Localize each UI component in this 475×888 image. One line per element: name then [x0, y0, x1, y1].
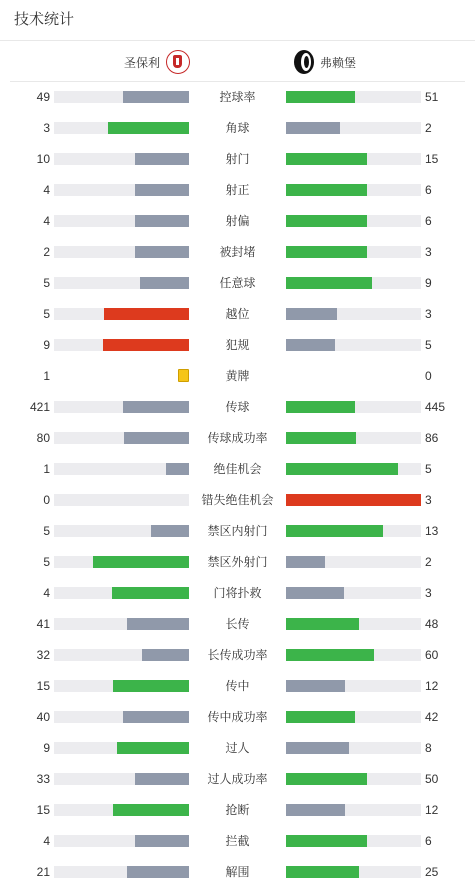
home-stat-bar — [54, 773, 189, 785]
stat-label: 射门 — [225, 152, 250, 166]
away-stat-bar-fill — [286, 122, 340, 134]
away-stat-value: 2 — [425, 121, 432, 135]
freiburg-crest-icon — [294, 50, 314, 74]
stat-label: 绝佳机会 — [213, 462, 262, 476]
away-stat-value: 51 — [425, 90, 439, 104]
away-stat-bar-fill — [286, 277, 372, 289]
away-stat-value: 5 — [425, 462, 432, 476]
stat-row — [0, 825, 475, 856]
home-stat-bar — [54, 525, 189, 537]
away-stat-value: 12 — [425, 803, 439, 817]
home-stat-value: 40 — [36, 710, 50, 724]
away-stat-bar — [286, 308, 421, 320]
stat-label: 黄牌 — [225, 369, 250, 383]
stat-row — [0, 546, 475, 577]
stat-row — [0, 701, 475, 732]
home-team-name: 圣保利 — [123, 55, 160, 70]
stat-row — [0, 639, 475, 670]
home-stat-bar-fill — [113, 680, 189, 692]
home-stat-bar — [54, 680, 189, 692]
away-stat-bar — [286, 649, 421, 661]
away-stat-bar — [286, 556, 421, 568]
home-stat-bar-fill — [93, 556, 189, 568]
away-stat-bar-fill — [286, 742, 349, 754]
home-stat-bar — [54, 91, 189, 103]
home-stat-bar — [54, 618, 189, 630]
away-stat-bar-fill — [286, 215, 367, 227]
away-stat-value: 25 — [425, 865, 439, 879]
away-stat-value: 15 — [425, 152, 439, 166]
away-stat-bar — [286, 215, 421, 227]
home-stat-value: 4 — [43, 214, 50, 228]
home-stat-bar — [54, 587, 189, 599]
stat-row — [0, 422, 475, 453]
away-stat-value: 12 — [425, 679, 439, 693]
home-stat-bar — [54, 246, 189, 258]
away-stat-value: 60 — [425, 648, 439, 662]
away-stat-value: 3 — [425, 586, 432, 600]
stat-row — [0, 670, 475, 701]
stat-label: 角球 — [225, 121, 250, 135]
stat-label: 射偏 — [225, 214, 250, 228]
away-stat-bar-fill — [286, 835, 367, 847]
away-stat-bar — [286, 494, 421, 506]
away-stat-bar — [286, 587, 421, 599]
away-stat-bar — [286, 246, 421, 258]
away-stat-bar-fill — [286, 184, 367, 196]
away-stat-bar — [286, 432, 421, 444]
away-stat-bar — [286, 463, 421, 475]
stat-label: 犯规 — [225, 338, 250, 352]
away-stat-bar — [286, 804, 421, 816]
home-stat-value: 41 — [36, 617, 50, 631]
away-stat-bar-fill — [286, 494, 421, 506]
away-stat-bar — [286, 618, 421, 630]
stat-row — [0, 577, 475, 608]
home-stat-value: 1 — [43, 462, 50, 476]
home-stat-bar — [54, 804, 189, 816]
away-stat-bar — [286, 835, 421, 847]
stat-label: 传球成功率 — [207, 431, 268, 445]
stat-row — [0, 174, 475, 205]
away-stat-bar — [286, 711, 421, 723]
stat-row — [0, 856, 475, 887]
away-stat-bar — [286, 153, 421, 165]
stat-row — [0, 453, 475, 484]
stat-label: 错失绝佳机会 — [201, 493, 274, 507]
home-stat-bar — [54, 711, 189, 723]
away-stat-bar — [286, 680, 421, 692]
home-stat-bar-fill — [135, 835, 189, 847]
home-stat-value: 49 — [36, 90, 50, 104]
home-stat-bar — [54, 308, 189, 320]
stat-row — [0, 298, 475, 329]
away-stat-bar-fill — [286, 711, 355, 723]
away-stat-bar-fill — [286, 339, 335, 351]
away-stat-bar-fill — [286, 246, 367, 258]
home-stat-value: 80 — [36, 431, 50, 445]
home-stat-bar-fill — [103, 339, 189, 351]
home-stat-bar-fill — [135, 773, 189, 785]
home-stat-value: 5 — [43, 276, 50, 290]
home-stat-value: 5 — [43, 524, 50, 538]
home-stat-bar-fill — [112, 587, 189, 599]
home-stat-bar — [54, 215, 189, 227]
away-stat-value: 3 — [425, 307, 432, 321]
home-stat-bar — [54, 463, 189, 475]
stat-label: 过人成功率 — [207, 772, 268, 786]
home-stat-value: 10 — [36, 152, 50, 166]
home-team-header[interactable] — [124, 48, 190, 76]
page-title: 技术统计 — [14, 11, 75, 28]
stat-row — [0, 360, 475, 391]
away-stat-value: 13 — [425, 524, 439, 538]
stat-row — [0, 205, 475, 236]
away-stat-value: 2 — [425, 555, 432, 569]
away-stat-bar — [286, 401, 421, 413]
stat-label: 禁区外射门 — [207, 555, 268, 569]
stat-label: 传球 — [225, 400, 250, 414]
home-stat-bar — [54, 184, 189, 196]
stat-row — [0, 143, 475, 174]
stat-label: 解围 — [225, 865, 250, 879]
away-stat-bar-fill — [286, 649, 374, 661]
home-stat-bar — [54, 153, 189, 165]
home-stat-bar-fill — [113, 804, 189, 816]
away-stat-bar-fill — [286, 308, 337, 320]
stat-label: 门将扑救 — [213, 586, 262, 600]
home-stat-bar — [54, 401, 189, 413]
away-team-header[interactable] — [294, 48, 356, 76]
home-stat-bar-fill — [135, 153, 189, 165]
stat-label: 控球率 — [219, 90, 256, 104]
away-stat-bar-fill — [286, 866, 359, 878]
away-stat-value: 5 — [425, 338, 432, 352]
away-stat-bar — [286, 866, 421, 878]
home-stat-bar — [54, 494, 189, 506]
away-stat-value: 3 — [425, 245, 432, 259]
away-stat-bar-fill — [286, 587, 344, 599]
home-stat-bar-fill — [117, 742, 189, 754]
home-stat-bar — [54, 742, 189, 754]
away-stat-bar-fill — [286, 91, 355, 103]
stat-label: 禁区内射门 — [207, 524, 268, 538]
home-stat-bar-fill — [104, 308, 189, 320]
stat-row — [0, 267, 475, 298]
home-stat-value: 2 — [43, 245, 50, 259]
home-stat-value: 421 — [29, 400, 50, 414]
away-stat-value: 6 — [425, 214, 432, 228]
stat-label: 拦截 — [225, 834, 250, 848]
stat-label: 被封堵 — [219, 245, 256, 259]
home-stat-bar-fill — [135, 184, 189, 196]
stat-row — [0, 608, 475, 639]
home-stat-bar — [54, 432, 189, 444]
away-stat-value: 445 — [425, 400, 446, 414]
home-stat-bar-fill — [142, 649, 189, 661]
home-stat-value: 5 — [43, 555, 50, 569]
stat-label: 过人 — [225, 741, 250, 755]
home-stat-value: 3 — [43, 121, 50, 135]
away-stat-bar-fill — [286, 773, 367, 785]
stat-label: 越位 — [225, 307, 250, 321]
away-stat-bar — [286, 277, 421, 289]
stat-label: 任意球 — [219, 276, 256, 290]
home-stat-bar — [54, 339, 189, 351]
home-stat-value: 0 — [43, 493, 50, 507]
away-stat-bar-fill — [286, 463, 398, 475]
home-stat-value: 5 — [43, 307, 50, 321]
away-stat-value: 3 — [425, 493, 432, 507]
st-pauli-crest-icon — [166, 50, 190, 74]
stat-row — [0, 515, 475, 546]
stat-row — [0, 112, 475, 143]
stat-label: 长传成功率 — [207, 648, 268, 662]
away-stat-bar-fill — [286, 401, 355, 413]
stat-row — [0, 236, 475, 267]
away-stat-bar-fill — [286, 153, 367, 165]
away-stat-value: 0 — [425, 369, 432, 383]
away-stat-value: 48 — [425, 617, 439, 631]
away-stat-value: 50 — [425, 772, 439, 786]
home-stat-value: 15 — [36, 803, 50, 817]
away-stat-bar — [286, 773, 421, 785]
header-divider — [0, 40, 475, 41]
away-stat-bar — [286, 339, 421, 351]
stat-row — [0, 763, 475, 794]
stat-row — [0, 329, 475, 360]
away-stat-bar-fill — [286, 432, 356, 444]
home-stat-value: 4 — [43, 183, 50, 197]
stat-label: 传中 — [225, 679, 250, 693]
home-stat-bar-fill — [127, 866, 189, 878]
home-stat-bar-fill — [123, 401, 189, 413]
home-stat-value: 32 — [36, 648, 50, 662]
home-stat-bar-fill — [124, 432, 189, 444]
stat-row — [0, 391, 475, 422]
home-stat-bar-fill — [151, 525, 189, 537]
stat-row — [0, 732, 475, 763]
away-stat-bar-fill — [286, 618, 359, 630]
home-stat-value: 15 — [36, 679, 50, 693]
stat-label: 长传 — [225, 617, 250, 631]
home-stat-value: 1 — [43, 369, 50, 383]
home-stat-bar-fill — [135, 246, 189, 258]
yellow-card-icon — [178, 369, 189, 382]
stat-row — [0, 484, 475, 515]
home-stat-value: 4 — [43, 834, 50, 848]
away-stat-value: 86 — [425, 431, 439, 445]
away-stat-bar — [286, 184, 421, 196]
home-stat-bar-fill — [135, 215, 189, 227]
home-stat-bar — [54, 866, 189, 878]
away-stat-value: 9 — [425, 276, 432, 290]
home-stat-value: 9 — [43, 741, 50, 755]
away-stat-bar — [286, 91, 421, 103]
away-stat-bar — [286, 122, 421, 134]
home-stat-value: 21 — [36, 865, 50, 879]
stat-row — [0, 794, 475, 825]
away-stat-value: 8 — [425, 741, 432, 755]
stats-list — [0, 81, 475, 887]
away-stat-bar-fill — [286, 556, 325, 568]
home-stat-bar-fill — [127, 618, 189, 630]
stat-row — [0, 81, 475, 112]
stat-label: 抢断 — [225, 803, 250, 817]
away-stat-bar — [286, 525, 421, 537]
stat-label: 射正 — [225, 183, 250, 197]
away-team-name: 弗赖堡 — [320, 55, 357, 70]
away-stat-value: 6 — [425, 834, 432, 848]
away-stat-bar-fill — [286, 804, 345, 816]
away-stat-value: 6 — [425, 183, 432, 197]
home-stat-bar — [54, 649, 189, 661]
away-stat-bar-fill — [286, 525, 383, 537]
home-stat-bar — [54, 122, 189, 134]
away-stat-bar-fill — [286, 680, 345, 692]
home-stat-value: 4 — [43, 586, 50, 600]
home-stat-bar — [54, 277, 189, 289]
home-stat-bar-fill — [123, 91, 189, 103]
home-stat-bar-fill — [108, 122, 189, 134]
home-stat-bar-fill — [123, 711, 189, 723]
home-stat-bar — [54, 835, 189, 847]
home-stat-bar — [54, 556, 189, 568]
away-stat-value: 42 — [425, 710, 439, 724]
home-stat-value: 33 — [36, 772, 50, 786]
away-stat-bar — [286, 742, 421, 754]
home-stat-value: 9 — [43, 338, 50, 352]
home-stat-bar-fill — [166, 463, 189, 475]
stat-label: 传中成功率 — [207, 710, 268, 724]
home-stat-bar-fill — [140, 277, 189, 289]
